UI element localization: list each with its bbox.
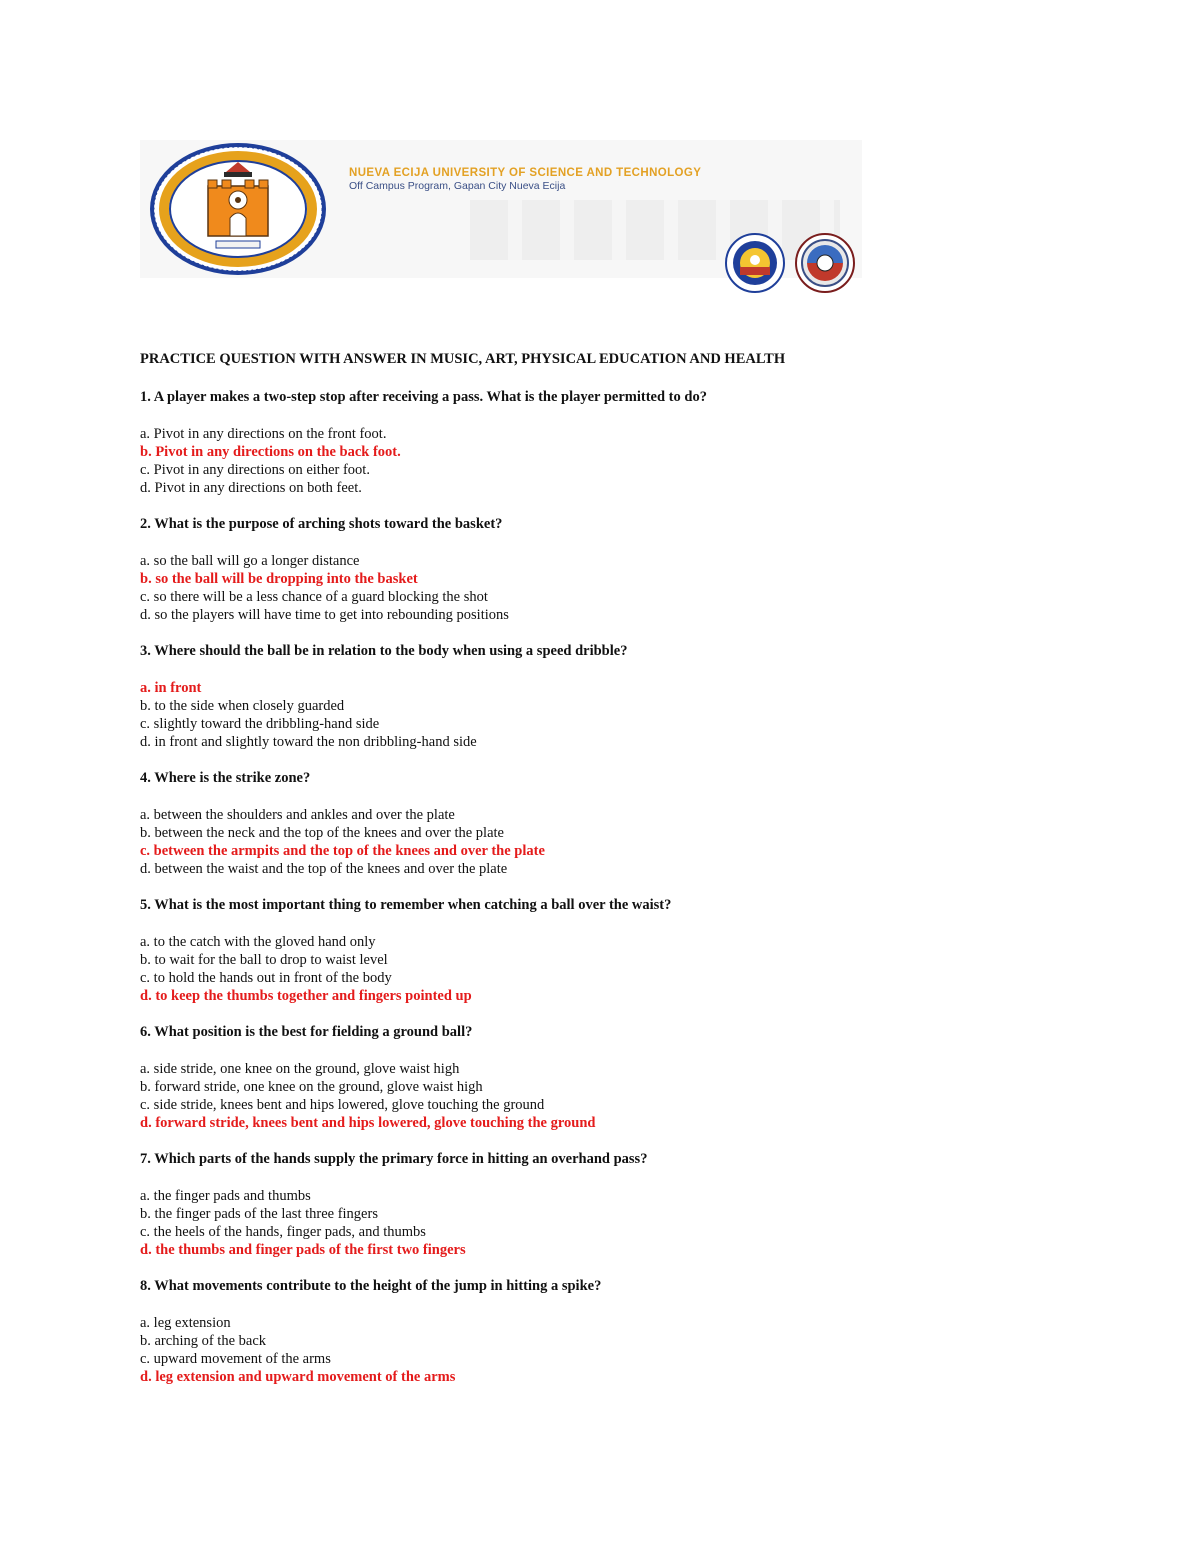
choice-b: b. forward stride, one knee on the ground, glove waist high	[140, 1079, 483, 1095]
document-title: PRACTICE QUESTION WITH ANSWER IN MUSIC, ART, PHYSICAL EDUCATION AND HEALTH	[140, 351, 786, 367]
question-text: 6. What position is the best for fielding a ground ball?	[140, 1024, 473, 1040]
question-7	[140, 1150, 1000, 1259]
question-text: 5. What is the most important thing to remember when catching a ball over the waist?	[140, 897, 672, 913]
question-2	[140, 515, 1000, 624]
header-banner	[140, 140, 862, 278]
choice-b: b. to wait for the ball to drop to waist level	[140, 952, 388, 968]
question-1	[140, 388, 1000, 497]
philippine-seal-icon	[725, 233, 785, 293]
choice-c: c. to hold the hands out in front of the body	[140, 970, 392, 986]
choice-b: b. to the side when closely guarded	[140, 698, 345, 714]
choice-d-answer: d. the thumbs and finger pads of the first two fingers	[140, 1242, 466, 1258]
choice-d: d. Pivot in any directions on both feet.	[140, 480, 362, 496]
question-8	[140, 1277, 1000, 1386]
question-text: 3. Where should the ball be in relation to the body when using a speed dribble?	[140, 643, 628, 659]
choice-b: b. between the neck and the top of the knees and over the plate	[140, 825, 504, 841]
question-text: 7. Which parts of the hands supply the primary force in hitting an overhand pass?	[140, 1151, 648, 1167]
choice-a: a. the finger pads and thumbs	[140, 1188, 311, 1204]
choice-a: a. side stride, one knee on the ground, glove waist high	[140, 1061, 460, 1077]
choice-c: c. upward movement of the arms	[140, 1351, 331, 1367]
question-3	[140, 642, 1000, 751]
choice-c: c. Pivot in any directions on either foot.	[140, 462, 370, 478]
university-name: NUEVA ECIJA UNIVERSITY OF SCIENCE AND TECHNOLOGY	[349, 167, 702, 179]
choice-c-answer: c. between the armpits and the top of the knees and over the plate	[140, 843, 545, 859]
choice-d-answer: d. forward stride, knees bent and hips lowered, glove touching the ground	[140, 1115, 596, 1131]
choice-b: b. the finger pads of the last three fingers	[140, 1206, 378, 1222]
choice-c: c. slightly toward the dribbling-hand side	[140, 716, 380, 732]
question-text: 4. Where is the strike zone?	[140, 770, 311, 786]
question-text: 1. A player makes a two-step stop after receiving a pass. What is the player permitted to do?	[140, 389, 707, 405]
question-6	[140, 1023, 1000, 1132]
choice-c: c. side stride, knees bent and hips lowered, glove touching the ground	[140, 1097, 545, 1113]
choice-a: a. leg extension	[140, 1315, 231, 1331]
choice-d-answer: d. to keep the thumbs together and fingers pointed up	[140, 988, 472, 1004]
choice-d: d. between the waist and the top of the knees and over the plate	[140, 861, 508, 877]
choice-b-answer: b. so the ball will be dropping into the basket	[140, 571, 418, 587]
campus-subtitle: Off Campus Program, Gapan City Nueva Ecija	[349, 180, 566, 192]
question-5	[140, 896, 1000, 1005]
choice-b: b. arching of the back	[140, 1333, 267, 1349]
question-4	[140, 769, 1000, 878]
choice-d: d. in front and slightly toward the non dribbling-hand side	[140, 734, 477, 750]
university-seal-icon	[150, 142, 326, 276]
question-text: 2. What is the purpose of arching shots toward the basket?	[140, 516, 503, 532]
choice-b-answer: b. Pivot in any directions on the back foot.	[140, 444, 401, 460]
choice-d-answer: d. leg extension and upward movement of the arms	[140, 1369, 456, 1385]
question-text: 8. What movements contribute to the height of the jump in hitting a spike?	[140, 1278, 602, 1294]
choice-a-answer: a. in front	[140, 680, 202, 696]
institution-seal-icon	[795, 233, 855, 293]
choice-d: d. so the players will have time to get into rebounding positions	[140, 607, 509, 623]
choice-a: a. Pivot in any directions on the front foot.	[140, 426, 387, 442]
choice-a: a. to the catch with the gloved hand only	[140, 934, 376, 950]
choice-c: c. the heels of the hands, finger pads, and thumbs	[140, 1224, 426, 1240]
choice-a: a. between the shoulders and ankles and over the plate	[140, 807, 455, 823]
document-body	[140, 350, 1000, 1404]
choice-c: c. so there will be a less chance of a guard blocking the shot	[140, 589, 488, 605]
choice-a: a. so the ball will go a longer distance	[140, 553, 360, 569]
